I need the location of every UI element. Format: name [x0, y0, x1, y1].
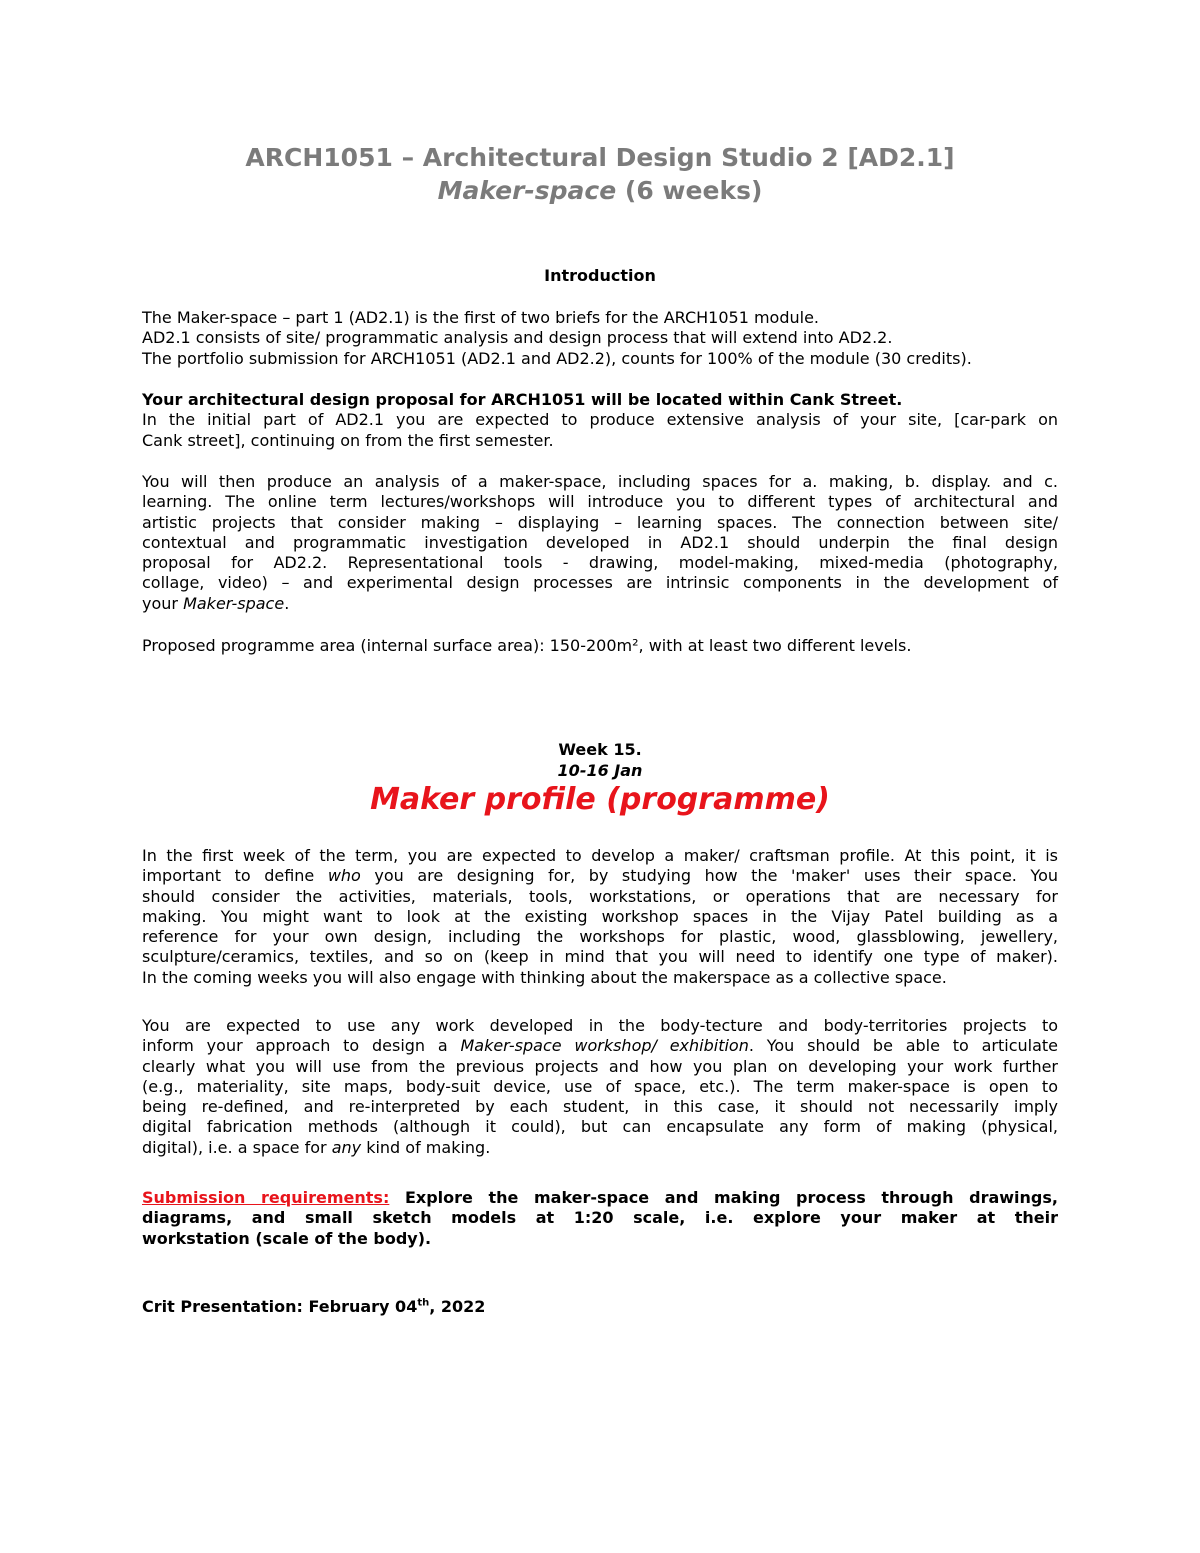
intro-heading: Introduction [544, 266, 656, 285]
location-statement: Your architectural design proposal for ARCH1051 will be located within Cank Street. [142, 390, 903, 409]
text-run: . [284, 593, 290, 613]
crit-presentation [142, 1297, 1058, 1317]
analysis-line: learning. The online term lectures/workshops will introduce you to different types of architectural and [142, 492, 1058, 512]
site-line: Cank street], continuing on from the first semester. [142, 430, 554, 450]
approach-paragraph [142, 1016, 1058, 1158]
profile-line: reference for your own design, including the workshops for plastic, wood, glassblowing, jewellery, [142, 927, 1058, 947]
submission-requirements [142, 1188, 1058, 1249]
analysis-line: contextual and programmatic investigation developed in AD2.1 should underpin the final design [142, 532, 1058, 552]
subtitle-italic: Maker-space [437, 176, 617, 205]
profile-line: making. You might want to look at the existing workshop spaces in the Vijay Patel building as a [142, 906, 1058, 926]
analysis-line: proposal for AD2.2. Representational tools - drawing, model-making, mixed-media (photography, [142, 553, 1058, 573]
analysis-line: You will then produce an analysis of a maker-space, including spaces for a. making, b. display. and c. [142, 472, 1058, 491]
text-run: . You should be able to articulate [748, 1036, 1059, 1056]
analysis-line: artistic projects that consider making – displaying – learning spaces. The connection between site/ [142, 512, 1058, 532]
italic-run: Maker-space [183, 593, 285, 613]
profile-line: should consider the activities, materials, tools, workstations, or operations that are necessary for [142, 886, 1058, 906]
submission-line: workstation (scale of the body). [142, 1228, 432, 1248]
text-run: kind of making. [361, 1137, 491, 1157]
text-run: important to define [142, 866, 328, 886]
approach-line [142, 1138, 1058, 1158]
profile-paragraph [142, 846, 1058, 988]
crit-line [142, 1297, 1058, 1317]
site-paragraph [142, 390, 1058, 451]
module-subtitle [142, 175, 1058, 207]
text-run: your [142, 593, 184, 613]
week-dates: 10-16 Jan [557, 761, 643, 780]
profile-line: sculpture/ceramics, textiles, and so on (keep in mind that you will need to identify one type of maker). [142, 947, 1058, 967]
profile-line: In the coming weeks you will also engage with thinking about the makerspace as a collective space. [142, 967, 947, 987]
approach-line: You are expected to use any work developed in the body-tecture and body-territories projects to [142, 1016, 1058, 1035]
text-run: you are designing for, by studying how the 'maker' uses their space. You [360, 866, 1059, 886]
approach-line: clearly what you will use from the previous projects and how you plan on developing your work further [142, 1056, 1058, 1076]
approach-line: (e.g., materiality, site maps, body-suit device, use of space, etc.). The term maker-space is open to [142, 1076, 1058, 1096]
profile-line [142, 866, 1058, 886]
intro-line: The Maker-space – part 1 (AD2.1) is the first of two briefs for the ARCH1051 module. [142, 308, 820, 327]
text-run: Explore the maker-space and making process through drawings, [389, 1188, 1058, 1207]
programme-area [142, 636, 1058, 656]
week-label: Week 15. [558, 740, 642, 759]
text-run: inform your approach to design a [142, 1036, 461, 1056]
submission-line [142, 1188, 1058, 1208]
approach-line [142, 1036, 1058, 1056]
ordinal-suffix: th [417, 1297, 430, 1309]
italic-run: who [327, 866, 361, 886]
approach-line: being re-defined, and re-interpreted by each student, in this case, it should not necessarily imply [142, 1097, 1058, 1117]
intro-line: AD2.1 consists of site/ programmatic analysis and design process that will extend into AD2.2. [142, 328, 893, 348]
italic-run: any [331, 1137, 362, 1157]
italic-run: Maker-space workshop/ exhibition [460, 1036, 749, 1056]
text-run: Crit Presentation: February 04 [142, 1297, 418, 1316]
analysis-last-line [142, 594, 1058, 614]
profile-line: In the first week of the term, you are expected to develop a maker/ craftsman profile. At this point, it is [142, 846, 1058, 865]
approach-line: digital fabrication methods (although it could), but can encapsulate any form of making (physical, [142, 1117, 1058, 1137]
analysis-paragraph [142, 472, 1058, 614]
intro-paragraph [142, 308, 1058, 369]
submission-line: diagrams, and small sketch models at 1:20 scale, i.e. explore your maker at their [142, 1208, 1058, 1228]
programme-area-text: Proposed programme area (internal surface area): 150-200m², with at least two different levels. [142, 636, 912, 655]
subtitle-duration: (6 weeks) [616, 176, 763, 205]
week-title: Maker profile (programme) [370, 782, 830, 817]
text-run: , 2022 [429, 1297, 486, 1316]
submission-label: Submission requirements: [142, 1188, 390, 1207]
site-line: In the initial part of AD2.1 you are expected to produce extensive analysis of your site, [car-park on [142, 410, 1058, 430]
module-title: ARCH1051 – Architectural Design Studio 2 [AD2.1] [245, 143, 955, 172]
analysis-line: collage, video) – and experimental design processes are intrinsic components in the development of [142, 573, 1058, 593]
text-run: digital), i.e. a space for [142, 1137, 332, 1157]
intro-line: The portfolio submission for ARCH1051 (AD2.1 and AD2.2), counts for 100% of the module (30 credits). [142, 348, 972, 368]
